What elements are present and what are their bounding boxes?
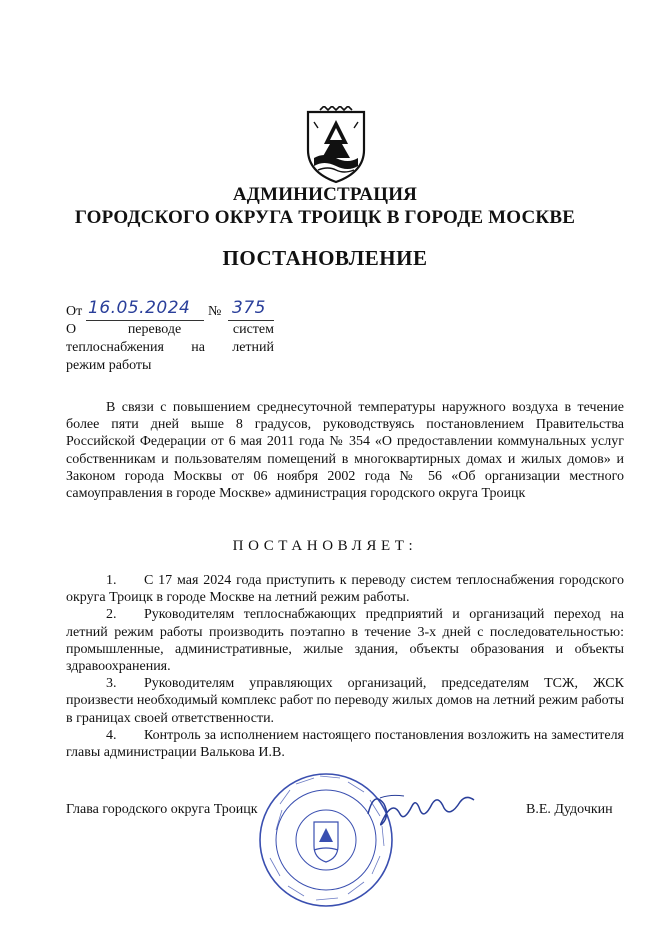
document-subject	[66, 321, 274, 375]
subject-line: теплоснабжения на летний	[66, 340, 274, 355]
handwritten-signature-icon	[360, 784, 480, 832]
resolution-item	[66, 606, 624, 675]
signatory-position: Глава городского округа Троицк	[66, 802, 258, 817]
date-prefix: От	[66, 304, 83, 319]
handwritten-date: 16.05.2024	[88, 298, 191, 318]
document-type-heading: ПОСТАНОВЛЕНИЕ	[222, 246, 428, 270]
resolution-item	[66, 675, 624, 727]
subject-line: О переводе систем	[66, 322, 274, 337]
subject-line: режим работы	[66, 358, 152, 373]
item-number: 2.	[106, 607, 117, 623]
resolution-item	[66, 727, 624, 761]
item-text: Руководителям управляющих организаций, председателям ТСЖ, ЖСК произвести необходимый комплекс работ по переводу жилых домов на летний режим работы в границах своей ответственности.	[66, 676, 624, 726]
troitsk-coat-of-arms-icon	[304, 106, 368, 184]
organization-title-line1: АДМИНИСТРАЦИЯ	[232, 184, 418, 205]
number-prefix: №	[208, 304, 222, 319]
preamble-paragraph: В связи с повышением среднесуточной температуры наружного воздуха в течение более пяти дней выше 8 градусов, руководствуясь постановлением Правительства Российской Федерации от 6 мая 2011 года № 354 «О предоставлении коммунальных услуг собственникам и пользователям помещений в многоквартирных домах и жилых домов» и Законом города Москвы от 06 ноября 2002 года № 56 «Об организации местного самоуправления в городе Москве» администрация городского округа Троицк	[66, 400, 624, 502]
item-number: 1.	[106, 573, 117, 588]
organization-title-line2: ГОРОДСКОГО ОКРУГА ТРОИЦК В ГОРОДЕ МОСКВЕ	[74, 207, 576, 228]
resolves-heading: ПОСТАНОВЛЯЕТ:	[232, 538, 418, 554]
item-text: Руководителям теплоснабжающих предприятий и организаций переход на летний режим работы производить поэтапно в течение 3-х дней с последовательностью: промышленные, административные, жилые здания, объекты образования и объекты здравоохранения.	[66, 607, 624, 675]
resolution-item	[66, 572, 624, 606]
item-text: Контроль за исполнением настоящего постановления возложить на заместителя главы администрации Валькова И.В.	[66, 727, 624, 761]
handwritten-number: 375	[232, 298, 266, 318]
resolution-items	[66, 572, 624, 761]
item-text: С 17 мая 2024 года приступить к переводу систем теплоснабжения городского округа Троицк в городе Москве на летний режим работы.	[66, 573, 624, 606]
item-number: 3.	[106, 676, 117, 692]
item-number: 4.	[106, 727, 117, 743]
signatory-name: В.Е. Дудочкин	[526, 802, 613, 817]
